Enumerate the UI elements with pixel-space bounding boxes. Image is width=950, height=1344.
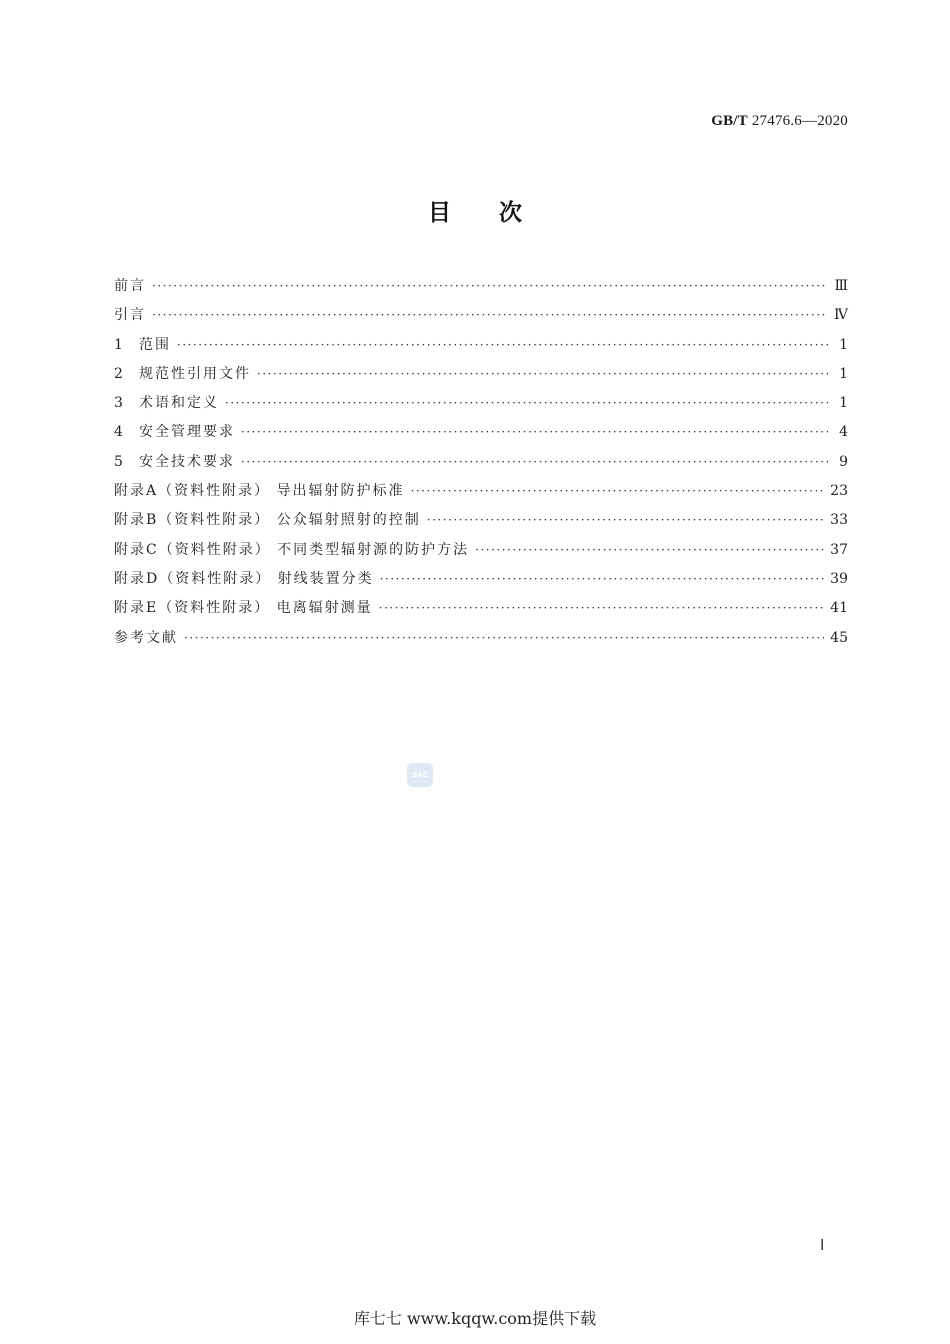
- toc-entry-text: 规范性引用文件: [139, 365, 251, 382]
- toc-entry-label: [114, 506, 421, 535]
- toc-entry-label: [114, 477, 405, 506]
- toc-leader-dots: [427, 506, 824, 535]
- toc-entry-text: 参考文献: [114, 629, 178, 646]
- toc-entry-label: [114, 301, 146, 330]
- toc-entry[interactable]: [114, 448, 848, 477]
- toc-entry[interactable]: [114, 536, 848, 565]
- toc-entry-text: 引言: [114, 307, 146, 324]
- toc-entry-page: 39: [830, 570, 848, 587]
- toc-leader-dots: [475, 536, 824, 565]
- standard-prefix: GB/T: [711, 113, 748, 129]
- standard-code: [711, 113, 848, 130]
- toc-leader-dots: [177, 331, 828, 360]
- table-of-contents: [114, 272, 848, 653]
- toc-leader-dots: [379, 594, 825, 623]
- toc-entry-label: [114, 536, 469, 565]
- toc-entry[interactable]: [114, 389, 848, 418]
- toc-entry-page: 41: [830, 600, 848, 617]
- toc-entry-label: [114, 418, 235, 447]
- toc-entry-text: 附录E（资料性附录） 电离辐射测量: [114, 600, 373, 617]
- page-title: 目次: [428, 200, 570, 226]
- toc-entry-text: 附录A（资料性附录） 导出辐射防护标准: [114, 483, 405, 500]
- toc-entry-label: [114, 594, 373, 623]
- toc-entry[interactable]: [114, 477, 848, 506]
- toc-leader-dots: [257, 360, 828, 389]
- toc-entry-label: [114, 624, 178, 653]
- toc-entry[interactable]: [114, 594, 848, 623]
- toc-entry-label: [114, 360, 251, 389]
- toc-entry-text: 附录C（资料性附录） 不同类型辐射源的防护方法: [114, 541, 470, 558]
- toc-entry-number: 2: [114, 365, 123, 382]
- toc-entry-label: [114, 331, 171, 360]
- toc-entry-label: [114, 389, 219, 418]
- toc-entry[interactable]: [114, 301, 848, 330]
- toc-entry-text: 术语和定义: [139, 395, 219, 412]
- toc-entry-number: 3: [114, 395, 123, 412]
- toc-entry-page: 1: [839, 395, 848, 412]
- toc-entry[interactable]: [114, 624, 848, 653]
- toc-entry-text: 附录B（资料性附录） 公众辐射照射的控制: [114, 512, 421, 529]
- toc-leader-dots: [184, 624, 824, 653]
- toc-entry-label: [114, 272, 146, 301]
- toc-entry-text: 前言: [114, 278, 146, 294]
- toc-entry[interactable]: [114, 272, 848, 301]
- toc-entry-page: 1: [839, 336, 848, 353]
- toc-entry-label: [114, 448, 235, 477]
- toc-entry[interactable]: [114, 331, 848, 360]
- toc-entry-label: [114, 565, 374, 594]
- toc-entry-number: 5: [114, 453, 123, 470]
- toc-entry-text: 附录D（资料性附录） 射线装置分类: [114, 570, 374, 587]
- toc-entry-text: 安全管理要求: [139, 424, 235, 441]
- toc-leader-dots: [411, 477, 825, 506]
- toc-entry-text: 安全技术要求: [139, 453, 235, 470]
- toc-entry-page: 9: [839, 453, 848, 470]
- footer-source: 库七七 www.kqqw.com提供下载: [353, 1309, 597, 1328]
- toc-leader-dots: [152, 301, 828, 330]
- toc-leader-dots: [380, 565, 824, 594]
- sac-watermark-logo: SAC: [407, 763, 433, 787]
- toc-leader-dots: [241, 448, 828, 477]
- toc-entry-text: 范围: [139, 336, 171, 353]
- toc-entry-page: 37: [830, 541, 848, 558]
- toc-entry-number: 1: [114, 336, 123, 353]
- toc-leader-dots: [241, 418, 828, 447]
- standard-number: 27476.6—2020: [751, 113, 848, 129]
- toc-entry-page: Ⅳ: [834, 307, 848, 324]
- toc-entry-page: 23: [830, 483, 848, 500]
- toc-entry-number: 4: [114, 424, 123, 441]
- toc-entry[interactable]: [114, 565, 848, 594]
- toc-entry-page: 33: [830, 512, 848, 529]
- page-number: Ⅰ: [820, 1238, 825, 1254]
- toc-leader-dots: [225, 389, 828, 418]
- toc-leader-dots: [152, 272, 828, 301]
- toc-entry-page: 4: [839, 424, 848, 441]
- toc-entry-page: 1: [839, 365, 848, 382]
- toc-entry-page: Ⅲ: [834, 278, 848, 294]
- toc-entry-page: 45: [830, 629, 848, 646]
- toc-entry[interactable]: [114, 360, 848, 389]
- toc-entry[interactable]: [114, 506, 848, 535]
- toc-entry[interactable]: [114, 418, 848, 447]
